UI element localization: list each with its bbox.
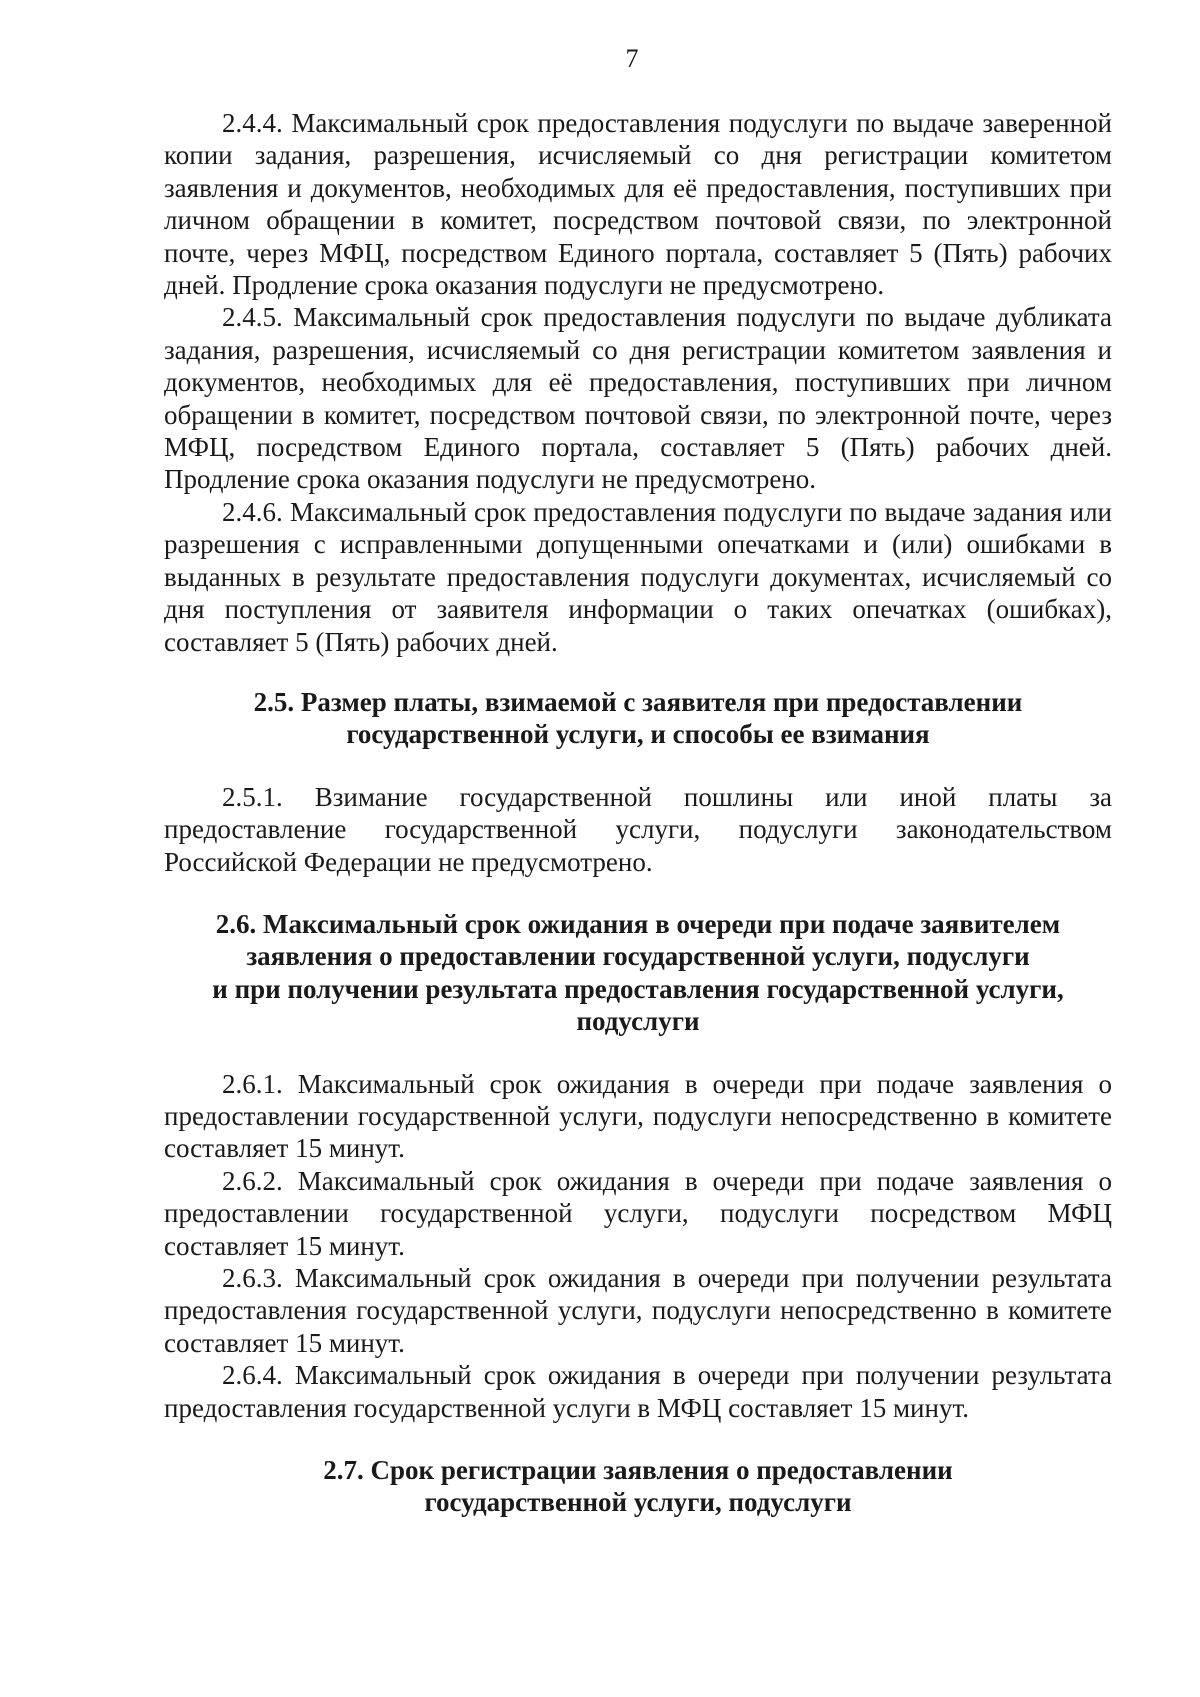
heading-line: 2.7. Срок регистрации заявления о предоставлении xyxy=(323,1455,953,1486)
heading-line: 2.5. Размер платы, взимаемой с заявителя при предоставлении xyxy=(253,686,1023,717)
paragraph-2-6-4: 2.6.4. Максимальный срок ожидания в очереди при получении результата предоставления государственной услуги в МФЦ составляет 15 минут. xyxy=(164,1360,1112,1423)
heading-line: 2.6. Максимальный срок ожидания в очереди при подаче заявителем xyxy=(215,908,1061,939)
paragraph-2-4-6: 2.4.6. Максимальный срок предоставления подуслуги по выдаче задания или разрешения с исправленными допущенными опечатками и (или) ошибками в выданных в результате предоставления подуслуги документах, исчисляемый со дня поступления от заявителя информации о таких опечатках (ошибках), составляет 5 (Пять) рабочих дней. xyxy=(164,496,1112,657)
page-number: 7 xyxy=(625,44,639,73)
heading-line: подуслуги xyxy=(576,1006,700,1037)
heading-line: государственной услуги, подуслуги xyxy=(424,1487,852,1518)
section-heading-2-6 xyxy=(164,908,1112,1038)
document-body xyxy=(164,107,1112,1519)
paragraph-2-6-1: 2.6.1. Максимальный срок ожидания в очереди при подаче заявления о предоставлении государственной услуги, подуслуги непосредственно в комитете составляет 15 минут. xyxy=(164,1068,1112,1164)
section-heading-2-5 xyxy=(164,686,1112,751)
paragraph-2-6-3: 2.6.3. Максимальный срок ожидания в очереди при получении результата предоставления государственной услуги, подуслуги непосредственно в комитете составляет 15 минут. xyxy=(164,1263,1112,1358)
section-heading-2-7 xyxy=(164,1454,1112,1519)
paragraph-2-4-4: 2.4.4. Максимальный срок предоставления подуслуги по выдаче заверенной копии задания, разрешения, исчисляемый со дня регистрации комитетом заявления и документов, необходимых для её предоставления, поступивших при личном обращении в комитет, посредством почтовой связи, по электронной почте, через МФЦ, посредством Единого портала, составляет 5 (Пять) рабочих дней. Продление срока оказания подуслуги не предусмотрено. xyxy=(164,108,1112,301)
heading-line: государственной услуги, и способы ее взимания xyxy=(346,719,930,750)
heading-line: заявления о предоставлении государственной услуги, подуслуги xyxy=(246,941,1030,972)
heading-line: и при получении результата предоставления государственной услуги, xyxy=(212,973,1064,1004)
paragraph-2-6-2: 2.6.2. Максимальный срок ожидания в очереди при подаче заявления о предоставлении государственной услуги, подуслуги посредством МФЦ составляет 15 минут. xyxy=(164,1165,1112,1261)
paragraph-2-5-1: 2.5.1. Взимание государственной пошлины или иной платы за предоставление государственной услуги, подуслуги законодательством Российской Федерации не предусмотрено. xyxy=(164,781,1112,877)
paragraph-2-4-5: 2.4.5. Максимальный срок предоставления подуслуги по выдаче дубликата задания, разрешения, исчисляемый со дня регистрации комитетом заявления и документов, необходимых для её предоставления, поступивших при личном обращении в комитет, посредством почтовой связи, по электронной почте, через МФЦ, посредством Единого портала, составляет 5 (Пять) рабочих дней. Продление срока оказания подуслуги не предусмотрено. xyxy=(164,302,1112,495)
